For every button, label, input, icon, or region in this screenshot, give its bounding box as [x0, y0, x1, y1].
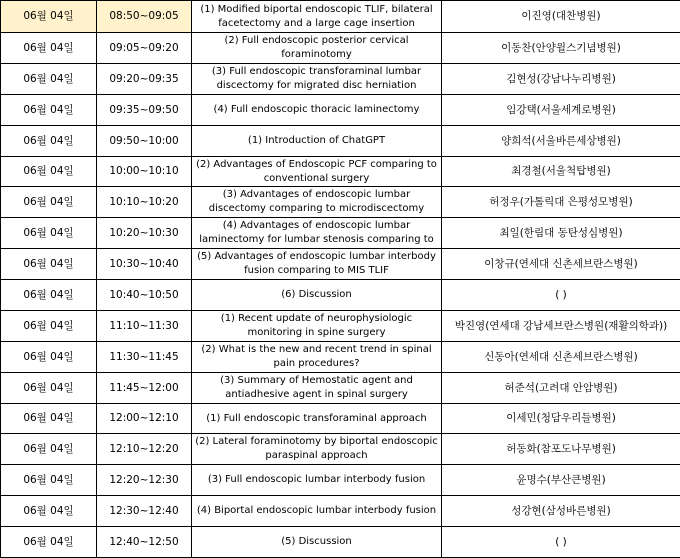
date-cell: [1, 465, 97, 496]
time-text: 11:45~12:00: [109, 382, 178, 394]
speaker-cell: [442, 33, 680, 64]
date-text: 06월 04일: [23, 196, 73, 208]
speaker-cell: [442, 95, 680, 126]
date-cell: [1, 218, 97, 249]
date-text: 06월 04일: [23, 474, 73, 486]
time-text: 09:50~10:00: [109, 135, 178, 147]
speaker-text: 양희석(서울바른세상병원): [501, 135, 621, 147]
time-cell: [97, 373, 192, 404]
date-text: 06월 04일: [23, 412, 73, 424]
time-text: 11:10~11:30: [109, 320, 178, 332]
date-text: 06월 04일: [23, 320, 73, 332]
speaker-cell: [442, 496, 680, 527]
date-cell: [1, 126, 97, 157]
table-row: [1, 434, 680, 465]
speaker-cell: [442, 373, 680, 404]
title-cell: [192, 187, 442, 218]
date-text: 06월 04일: [23, 258, 73, 270]
date-cell: [1, 1, 97, 33]
table-row: [1, 465, 680, 496]
speaker-cell: [442, 249, 680, 280]
date-cell: [1, 434, 97, 465]
time-text: 10:30~10:40: [109, 258, 178, 270]
table-row: [1, 95, 680, 126]
time-text: 12:40~12:50: [109, 536, 178, 548]
date-text: 06월 04일: [23, 10, 73, 22]
title-text: (5) Advantages of endoscopic lumbar interbody fusion comparing to MIS TLIF: [194, 250, 439, 278]
title-text: (6) Discussion: [194, 288, 439, 302]
title-cell: [192, 1, 442, 33]
speaker-text: 윤명수(부산큰병원): [516, 474, 605, 486]
title-text: (1) Recent update of neurophysiologic monitoring in spine surgery: [194, 312, 439, 340]
table-row: [1, 496, 680, 527]
title-text: (1) Full endoscopic transforaminal approach: [194, 412, 439, 426]
speaker-text: 이창규(연세대 신촌세브란스병원): [484, 258, 638, 270]
time-cell: [97, 465, 192, 496]
time-cell: [97, 95, 192, 126]
speaker-text: 이진영(대찬병원): [521, 10, 600, 22]
date-text: 06월 04일: [23, 351, 73, 363]
speaker-cell: [442, 126, 680, 157]
time-cell: [97, 404, 192, 434]
speaker-text: ( ): [555, 536, 567, 548]
date-cell: [1, 249, 97, 280]
speaker-text: ( ): [555, 289, 567, 301]
title-cell: [192, 342, 442, 373]
time-text: 12:00~12:10: [109, 412, 178, 424]
title-text: (3) Full endoscopic lumbar interbody fusion: [194, 473, 439, 487]
date-cell: [1, 373, 97, 404]
title-cell: [192, 373, 442, 404]
date-cell: [1, 33, 97, 64]
time-text: 10:40~10:50: [109, 289, 178, 301]
speaker-text: 최경철(서울척탑병원): [511, 165, 610, 177]
speaker-text: 박진영(연세대 강남세브란스병원(재활의학과)): [455, 320, 667, 332]
speaker-text: 허정우(가톨릭대 은평성모병원): [489, 196, 632, 208]
title-text: (2) Full endoscopic posterior cervical foraminotomy: [194, 34, 439, 62]
time-text: 10:20~10:30: [109, 227, 178, 239]
time-cell: [97, 1, 192, 33]
speaker-cell: [442, 311, 680, 342]
speaker-text: 최일(한림대 동탄성심병원): [499, 227, 622, 239]
table-row: [1, 342, 680, 373]
title-cell: [192, 126, 442, 157]
date-text: 06월 04일: [23, 289, 73, 301]
time-cell: [97, 311, 192, 342]
date-cell: [1, 64, 97, 95]
title-text: (3) Full endoscopic transforaminal lumbar discectomy for migrated disc herniation: [194, 65, 439, 93]
speaker-cell: [442, 434, 680, 465]
date-text: 06월 04일: [23, 165, 73, 177]
time-text: 10:10~10:20: [109, 196, 178, 208]
title-text: (2) What is the new and recent trend in spinal pain procedures?: [194, 343, 439, 371]
time-text: 12:20~12:30: [109, 474, 178, 486]
speaker-cell: [442, 64, 680, 95]
speaker-text: 이세민(청담우리들병원): [506, 412, 616, 424]
table-row: [1, 187, 680, 218]
time-text: 10:00~10:10: [109, 165, 178, 177]
time-text: 09:20~09:35: [109, 73, 178, 85]
title-text: (4) Advantages of endoscopic lumbar laminectomy for lumbar stenosis comparing to: [194, 219, 439, 247]
date-text: 06월 04일: [23, 382, 73, 394]
date-cell: [1, 342, 97, 373]
time-text: 09:05~09:20: [109, 42, 178, 54]
date-text: 06월 04일: [23, 42, 73, 54]
table-row: [1, 64, 680, 95]
speaker-cell: [442, 342, 680, 373]
table-row: [1, 126, 680, 157]
speaker-cell: [442, 187, 680, 218]
title-text: (2) Lateral foraminotomy by biportal endoscopic paraspinal approach: [194, 435, 439, 463]
table-row: [1, 373, 680, 404]
time-cell: [97, 342, 192, 373]
table-row: [1, 157, 680, 187]
speaker-text: 김현성(강남나누리병원): [506, 73, 616, 85]
title-text: (5) Discussion: [194, 535, 439, 549]
title-text: (3) Advantages of endoscopic lumbar discectomy comparing to microdiscectomy: [194, 188, 439, 216]
time-cell: [97, 280, 192, 311]
speaker-cell: [442, 157, 680, 187]
speaker-text: 이동찬(안양윌스기념병원): [501, 42, 621, 54]
schedule-body: [1, 1, 680, 558]
speaker-text: 임강택(서울세계로병원): [506, 104, 616, 116]
title-text: (1) Introduction of ChatGPT: [194, 134, 439, 148]
title-cell: [192, 404, 442, 434]
time-cell: [97, 64, 192, 95]
table-row: [1, 404, 680, 434]
date-text: 06월 04일: [23, 536, 73, 548]
date-cell: [1, 95, 97, 126]
title-cell: [192, 64, 442, 95]
date-cell: [1, 187, 97, 218]
speaker-cell: [442, 218, 680, 249]
title-text: (3) Summary of Hemostatic agent and antiadhesive agent in spinal surgery: [194, 374, 439, 402]
table-row: [1, 218, 680, 249]
time-text: 08:50~09:05: [109, 10, 178, 22]
date-cell: [1, 404, 97, 434]
title-cell: [192, 33, 442, 64]
speaker-cell: [442, 404, 680, 434]
title-cell: [192, 280, 442, 311]
title-text: (4) Biportal endoscopic lumbar interbody fusion: [194, 504, 439, 518]
time-text: 09:35~09:50: [109, 104, 178, 116]
time-cell: [97, 249, 192, 280]
time-cell: [97, 157, 192, 187]
table-row: [1, 33, 680, 64]
date-cell: [1, 311, 97, 342]
table-row: [1, 1, 680, 33]
time-cell: [97, 187, 192, 218]
date-cell: [1, 157, 97, 187]
time-cell: [97, 218, 192, 249]
speaker-text: 성강현(삼성바른병원): [511, 505, 610, 517]
speaker-text: 허동화(참포도나무병원): [506, 443, 616, 455]
time-cell: [97, 434, 192, 465]
title-text: (2) Advantages of Endoscopic PCF comparing to conventional surgery: [194, 158, 439, 186]
title-cell: [192, 157, 442, 187]
time-cell: [97, 496, 192, 527]
time-cell: [97, 126, 192, 157]
date-cell: [1, 280, 97, 311]
title-cell: [192, 496, 442, 527]
title-text: (4) Full endoscopic thoracic laminectomy: [194, 103, 439, 117]
speaker-text: 허준석(고려대 안암병원): [505, 382, 618, 394]
time-text: 11:30~11:45: [109, 351, 178, 363]
date-text: 06월 04일: [23, 135, 73, 147]
title-cell: [192, 95, 442, 126]
date-text: 06월 04일: [23, 505, 73, 517]
speaker-cell: [442, 1, 680, 33]
date-cell: [1, 527, 97, 558]
speaker-cell: [442, 527, 680, 558]
table-row: [1, 311, 680, 342]
title-cell: [192, 527, 442, 558]
table-row: [1, 280, 680, 311]
date-text: 06월 04일: [23, 443, 73, 455]
table-row: [1, 249, 680, 280]
title-cell: [192, 249, 442, 280]
time-text: 12:30~12:40: [109, 505, 178, 517]
title-cell: [192, 218, 442, 249]
date-cell: [1, 496, 97, 527]
title-cell: [192, 311, 442, 342]
date-text: 06월 04일: [23, 227, 73, 239]
speaker-cell: [442, 280, 680, 311]
speaker-cell: [442, 465, 680, 496]
date-text: 06월 04일: [23, 104, 73, 116]
table-row: [1, 527, 680, 558]
time-cell: [97, 527, 192, 558]
speaker-text: 신동아(연세대 신촌세브란스병원): [484, 351, 638, 363]
time-cell: [97, 33, 192, 64]
date-text: 06월 04일: [23, 73, 73, 85]
title-cell: [192, 434, 442, 465]
title-text: (1) Modified biportal endoscopic TLIF, bilateral facetectomy and a large cage insertion: [194, 3, 439, 31]
title-cell: [192, 465, 442, 496]
time-text: 12:10~12:20: [109, 443, 178, 455]
